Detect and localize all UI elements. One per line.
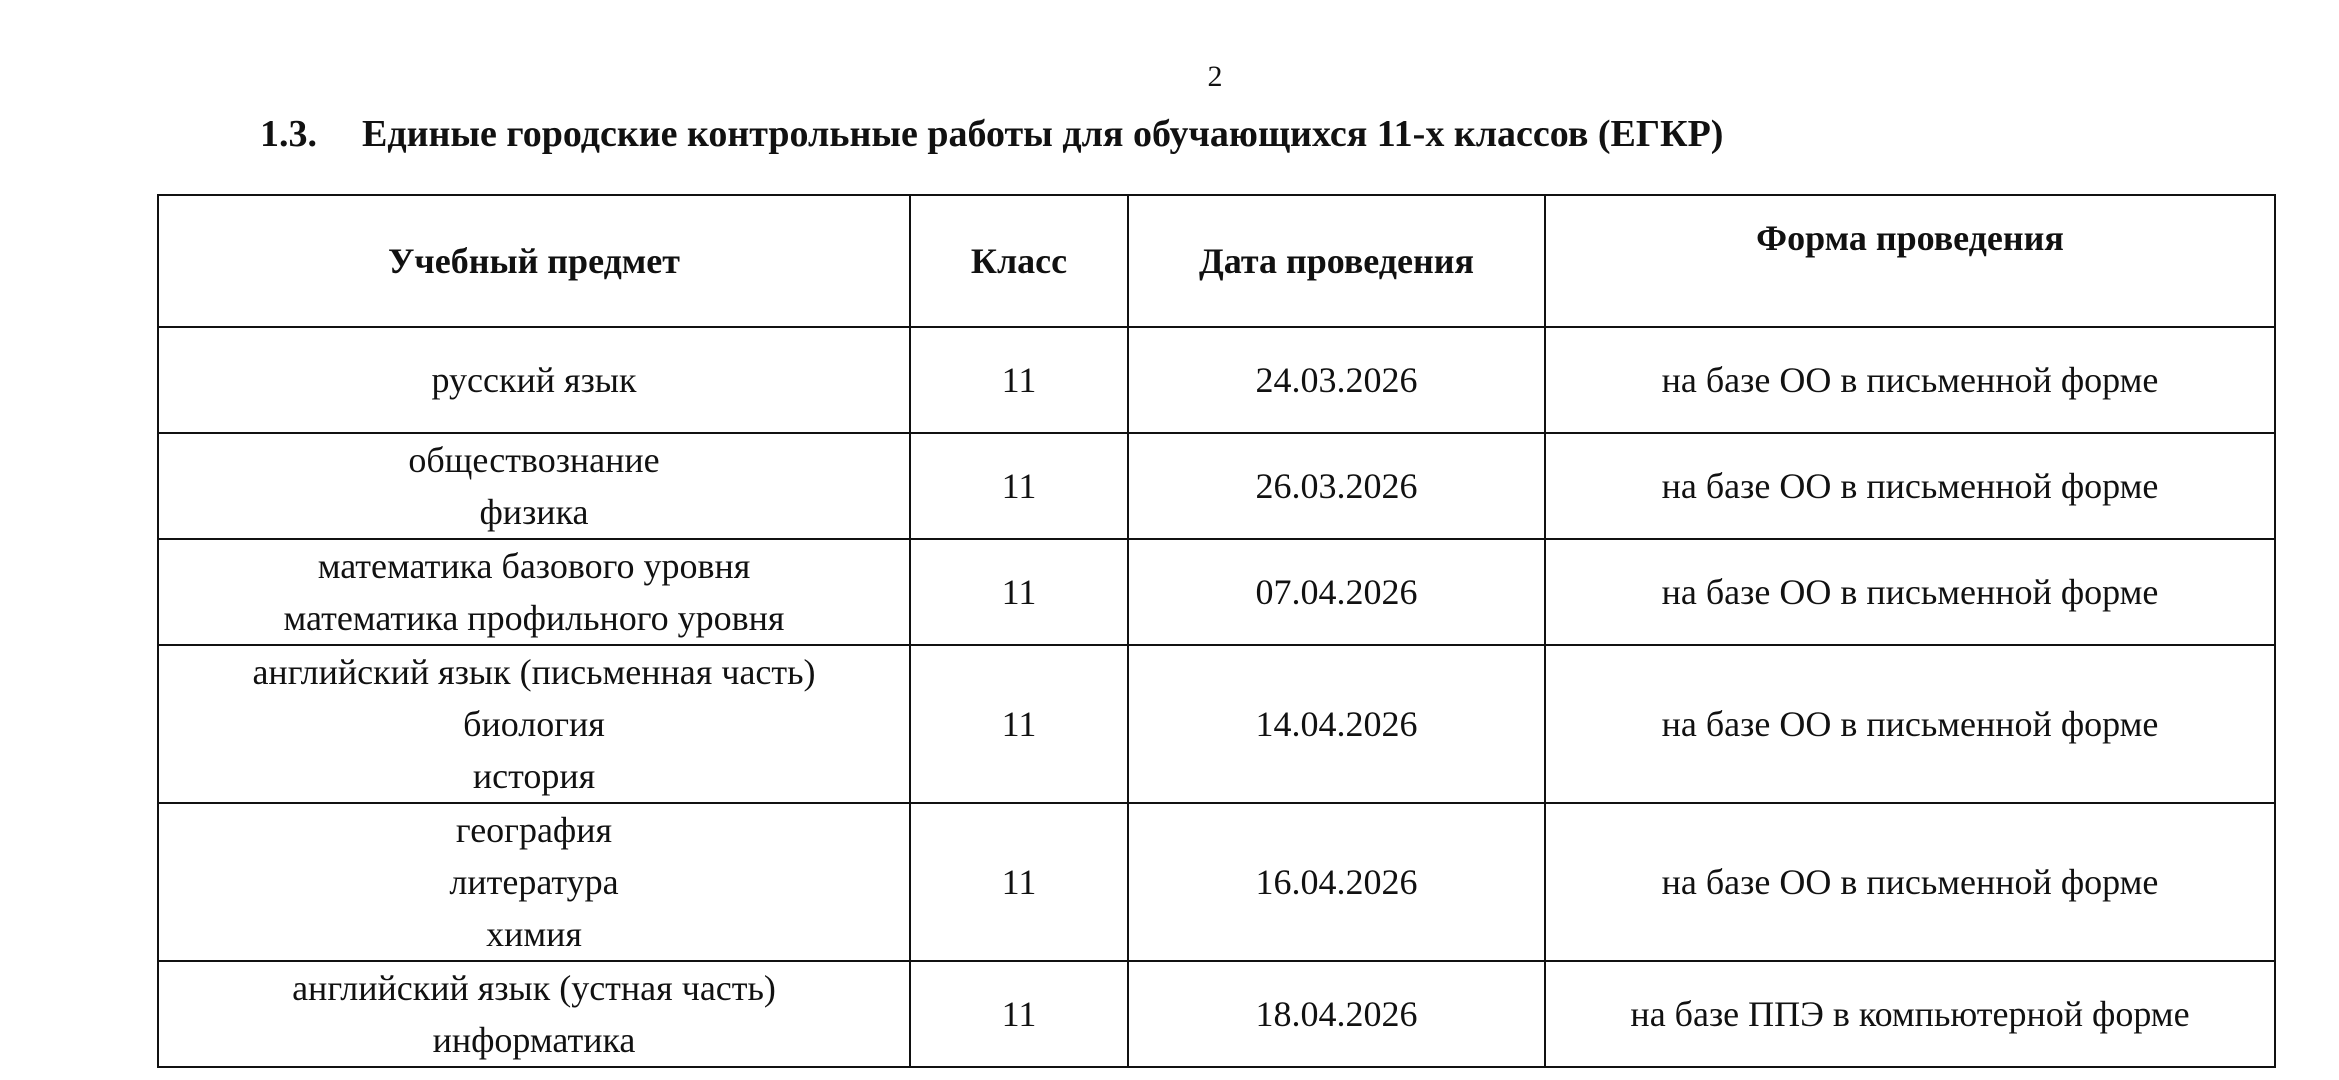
exam-schedule-table [157,194,2276,1068]
subject-name: русский язык [431,360,637,400]
table-row [158,803,2275,961]
date-cell: 07.04.2026 [1128,539,1545,645]
subject-name: обществознание [408,440,660,480]
table-row [158,645,2275,803]
table-row [158,539,2275,645]
subject-name: математика профильного уровня [283,598,785,638]
subject-name: химия [486,914,582,954]
subject-cell [158,327,910,433]
subject-cell [158,433,910,539]
subject-name: английский язык (устная часть) [292,968,776,1008]
grade-cell: 11 [910,327,1128,433]
subject-name: история [472,756,596,796]
grade-cell: 11 [910,433,1128,539]
header-grade: Класс [910,195,1128,327]
date-cell: 26.03.2026 [1128,433,1545,539]
header-date: Дата проведения [1128,195,1545,327]
subject-name: математика базового уровня [317,546,751,586]
subject-name: география [455,810,613,850]
subject-name: биология [463,704,605,744]
form-cell: на базе ОО в письменной форме [1545,645,2275,803]
date-cell: 16.04.2026 [1128,803,1545,961]
header-form: Форма проведения [1545,195,2275,327]
grade-cell: 11 [910,539,1128,645]
table-row [158,327,2275,433]
table-row [158,433,2275,539]
form-cell: на базе ППЭ в компьютерной форме [1545,961,2275,1067]
grade-cell: 11 [910,645,1128,803]
subject-name: литература [449,862,619,902]
subject-cell [158,803,910,961]
table-header-row [158,195,2275,327]
subject-name: английский язык (письменная часть) [252,652,816,692]
form-cell: на базе ОО в письменной форме [1545,803,2275,961]
form-cell: на базе ОО в письменной форме [1545,433,2275,539]
form-cell: на базе ОО в письменной форме [1545,327,2275,433]
subject-cell [158,961,910,1067]
section-number: 1.3. [260,113,317,155]
subject-cell [158,645,910,803]
date-cell: 18.04.2026 [1128,961,1545,1067]
form-cell: на базе ОО в письменной форме [1545,539,2275,645]
grade-cell: 11 [910,803,1128,961]
page-number: 2 [1207,60,1223,93]
header-subject: Учебный предмет [158,195,910,327]
grade-cell: 11 [910,961,1128,1067]
section-heading [260,111,1723,157]
section-title: Единые городские контрольные работы для обучающихся 11-х классов (ЕГКР) [362,113,1724,155]
date-cell: 14.04.2026 [1128,645,1545,803]
date-cell: 24.03.2026 [1128,327,1545,433]
subject-name: информатика [432,1020,636,1060]
subject-cell [158,539,910,645]
subject-name: физика [479,492,589,532]
table-row [158,961,2275,1067]
